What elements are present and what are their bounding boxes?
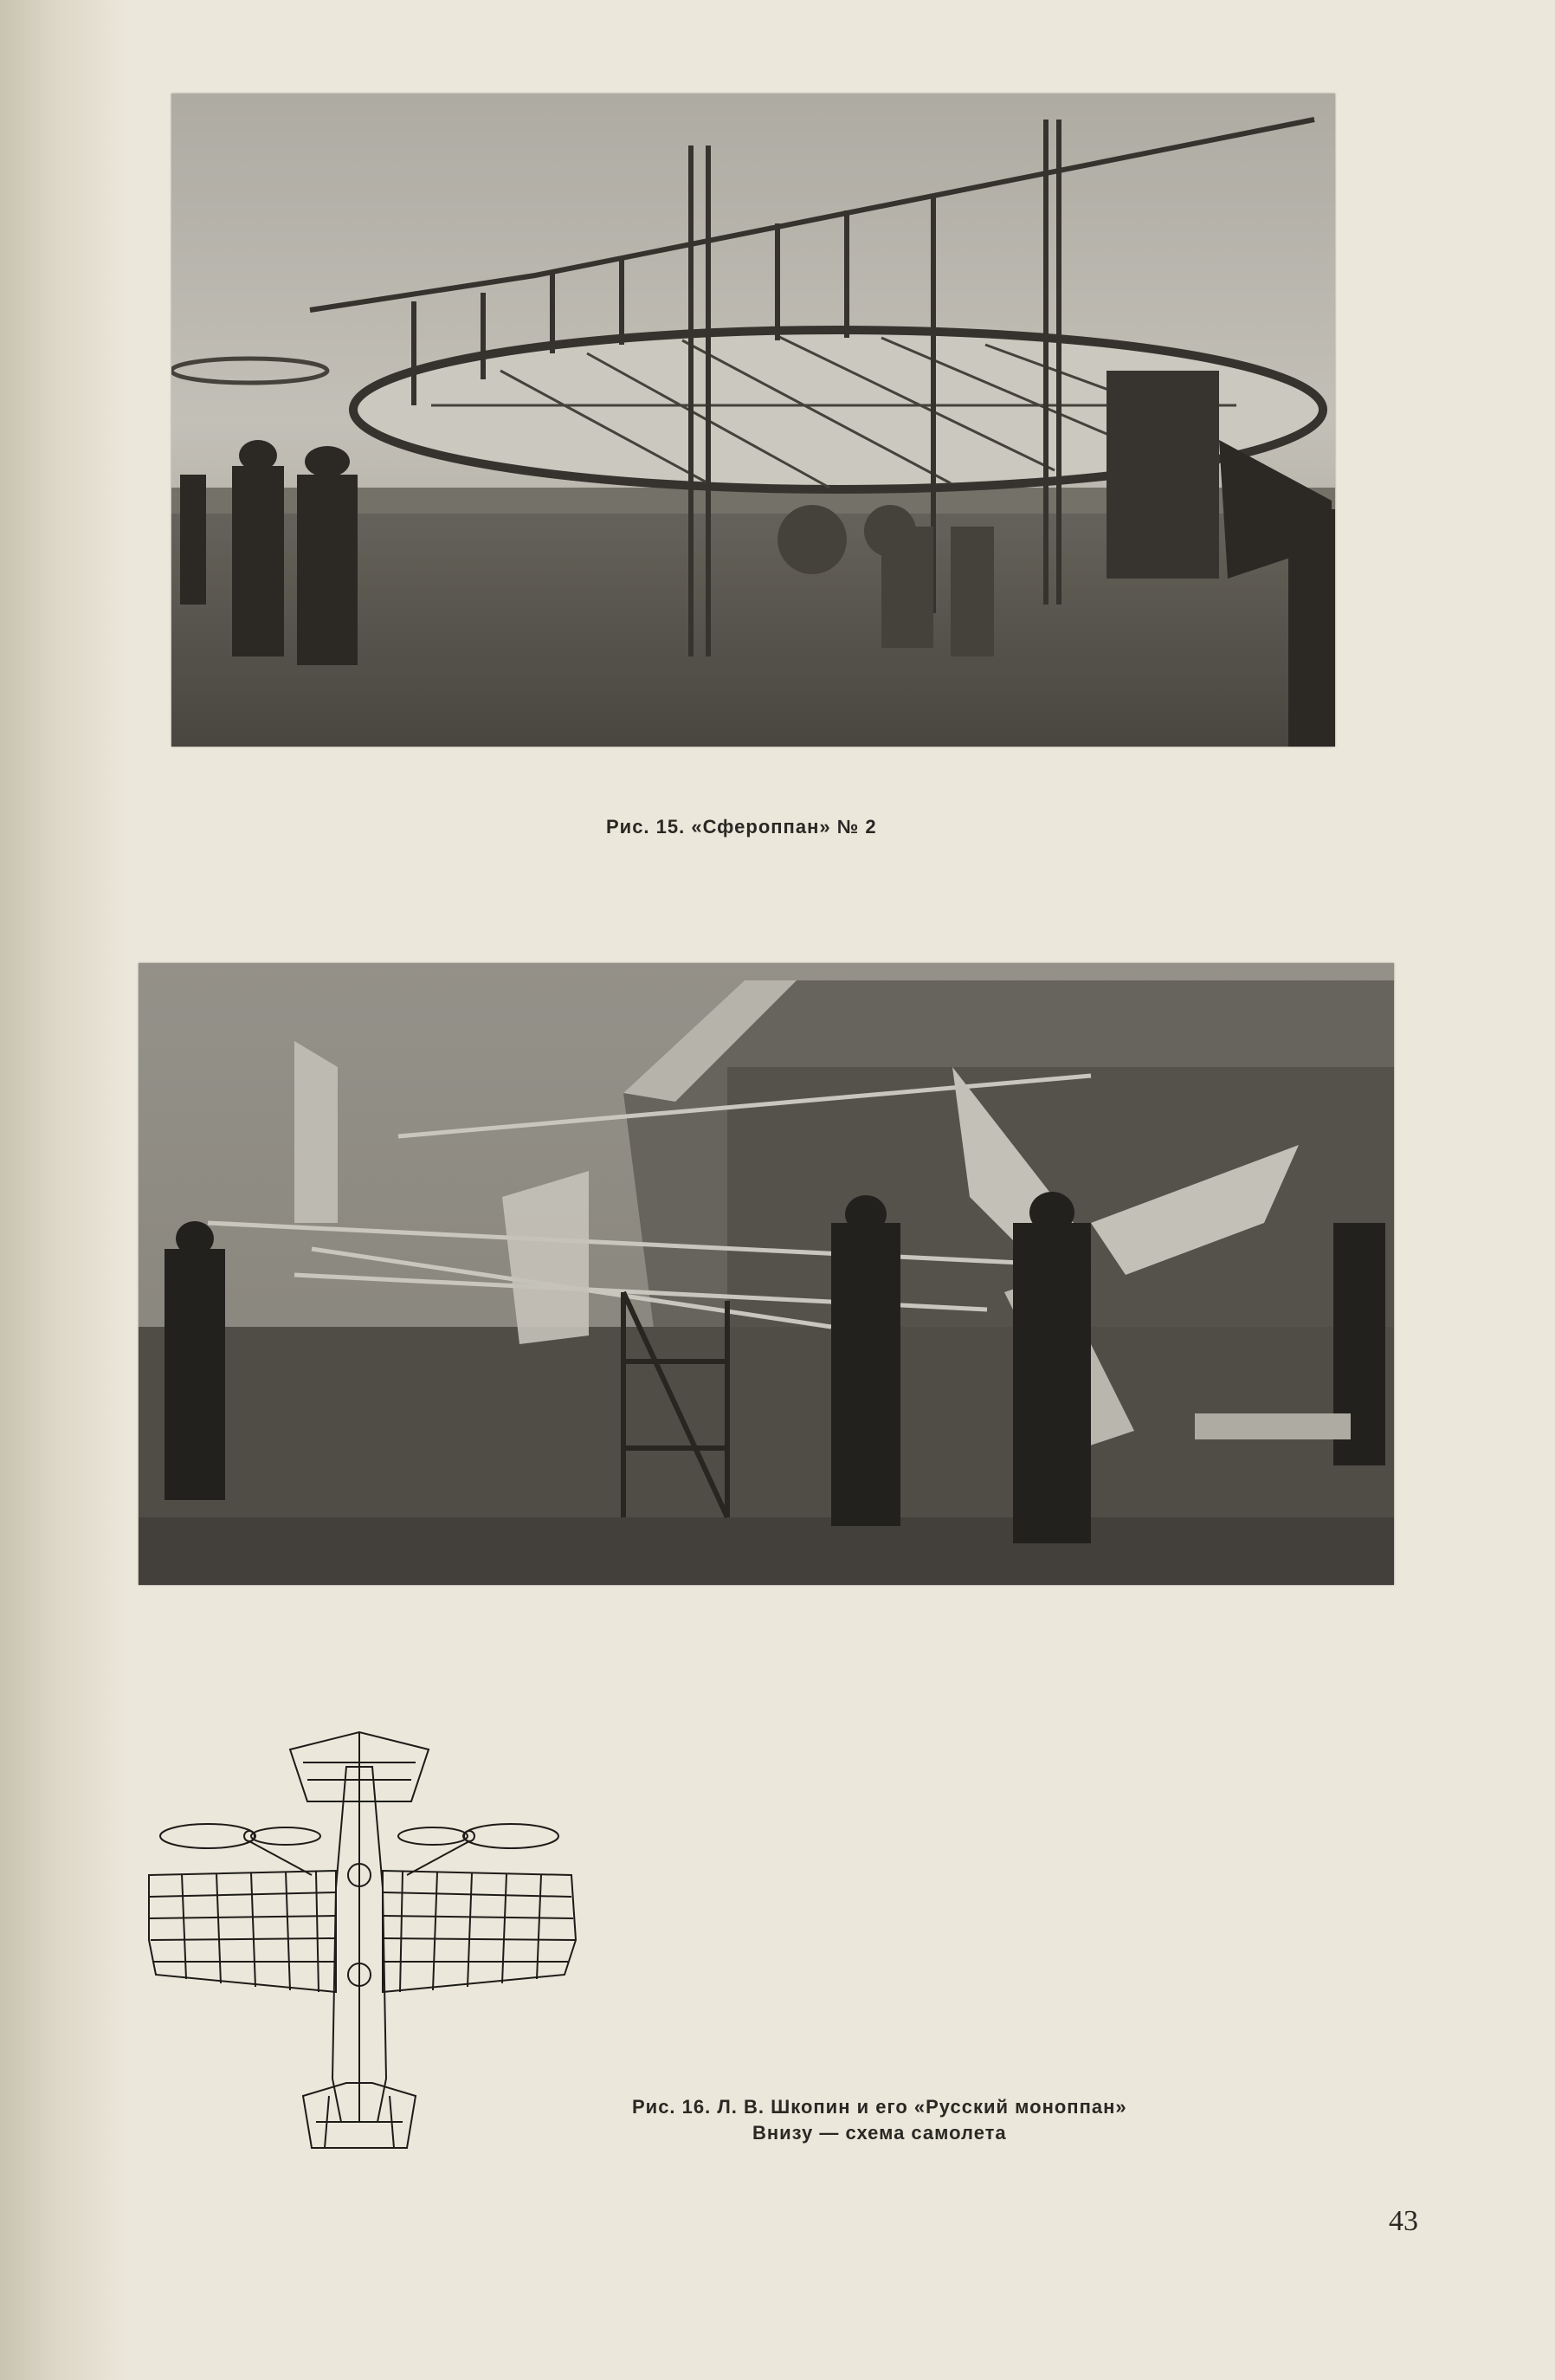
figure-15-caption: Рис. 15. «Сфероппан» № 2 [606,816,877,838]
photo-spheroplan-2 [171,94,1335,747]
monoplane-plan-diagram [139,1715,589,2174]
photo-shkopin-monoplane [139,963,1394,1585]
figure-16-caption-line2: Внизу — схема самолета [752,2122,1007,2144]
figure-16-caption [632,2094,1127,2146]
figure-16-caption-line1: Рис. 16. Л. В. Шкопин и его «Русский моноппан» [632,2096,1127,2118]
page-number: 43 [1389,2205,1418,2237]
page-binding-shadow [0,0,130,2380]
